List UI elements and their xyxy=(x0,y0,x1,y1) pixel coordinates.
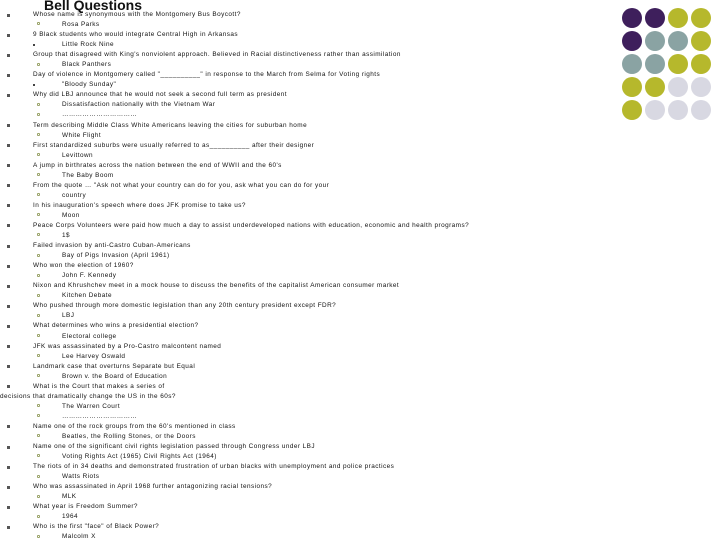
question-text: Failed invasion by anti-Castro Cuban-Americans xyxy=(33,242,191,250)
square-bullet-icon xyxy=(7,345,10,348)
decorative-circle xyxy=(668,54,688,74)
question-row xyxy=(0,90,600,100)
answer-text: Beatles, the Rolling Stones, or the Doors xyxy=(62,432,196,440)
question-text: From the quote … "Ask not what your country can do for you, ask what you can do for your xyxy=(33,181,330,189)
decorative-circle xyxy=(691,8,711,28)
answer-row xyxy=(0,432,600,442)
square-bullet-icon xyxy=(7,14,10,17)
answer-text: 1964 xyxy=(62,513,79,521)
question-text: Landmark case that overturns Separate but Equal xyxy=(33,362,196,370)
answer-row xyxy=(0,352,600,362)
answer-text: Electoral college xyxy=(62,332,117,340)
answer-row xyxy=(0,372,600,382)
hollow-square-bullet-icon xyxy=(37,274,40,277)
answer-text: Watts Riots xyxy=(62,473,100,481)
hollow-square-bullet-icon xyxy=(37,374,40,377)
answer-text: LBJ xyxy=(62,312,75,320)
square-bullet-icon xyxy=(7,94,10,97)
square-bullet-icon xyxy=(7,164,10,167)
hollow-square-bullet-icon xyxy=(37,495,40,498)
question-row xyxy=(0,70,600,80)
question-row xyxy=(0,50,600,60)
decorative-circle xyxy=(622,77,642,97)
hollow-square-bullet-icon xyxy=(37,314,40,317)
hollow-square-bullet-icon xyxy=(37,213,40,216)
question-text: Name one of the significant civil rights legislation passed through Congress under LBJ xyxy=(33,443,316,451)
square-bullet-icon xyxy=(7,425,10,428)
answer-row xyxy=(0,211,600,221)
answer-row xyxy=(0,171,600,181)
question-row xyxy=(0,362,600,372)
decorative-circle xyxy=(668,77,688,97)
square-bullet-icon xyxy=(7,184,10,187)
hollow-square-bullet-icon xyxy=(37,354,40,357)
question-text: Nixon and Khrushchev meet in a mock house to discuss the benefits of the capitalist American consumer market xyxy=(33,282,400,290)
question-text: A jump in birthrates across the nation between the end of WWII and the 60's xyxy=(33,161,282,169)
answer-text: Kitchen Debate xyxy=(62,292,112,300)
answer-row xyxy=(0,402,600,412)
answer-text: Brown v. the Board of Education xyxy=(62,372,168,380)
square-bullet-icon xyxy=(7,245,10,248)
question-row xyxy=(0,462,600,472)
hollow-square-bullet-icon xyxy=(37,515,40,518)
answer-text: Moon xyxy=(62,211,80,219)
question-text: JFK was assassinated by a Pro-Castro malcontent named xyxy=(33,342,222,350)
square-bullet-icon xyxy=(7,34,10,37)
hollow-square-bullet-icon xyxy=(37,133,40,136)
question-text: Who pushed through more domestic legislation than any 20th century president except FDR? xyxy=(33,302,337,310)
answer-row xyxy=(0,251,600,261)
question-row xyxy=(0,221,600,231)
decorative-circle xyxy=(622,100,642,120)
answer-row xyxy=(0,60,600,70)
decorative-circle xyxy=(645,31,665,51)
question-row xyxy=(0,392,600,402)
question-row xyxy=(0,502,600,512)
square-bullet-icon xyxy=(7,365,10,368)
hollow-square-bullet-icon xyxy=(37,334,40,337)
square-bullet-icon xyxy=(7,466,10,469)
answer-row xyxy=(0,100,600,110)
answer-text: Dissatisfaction nationally with the Vietnam War xyxy=(62,101,216,109)
square-bullet-icon xyxy=(7,124,10,127)
decorative-circle xyxy=(645,54,665,74)
hollow-square-bullet-icon xyxy=(37,193,40,196)
answer-row xyxy=(0,412,600,422)
answer-row xyxy=(0,271,600,281)
answer-text: …………………………… xyxy=(62,111,138,119)
question-text: decisions that dramatically change the US in the 60s? xyxy=(0,392,176,400)
question-row xyxy=(0,442,600,452)
question-text: Term describing Middle Class White Americans leaving the cities for suburban home xyxy=(33,121,308,129)
decorative-circle xyxy=(622,31,642,51)
question-text: 9 Black students who would integrate Central High in Arkansas xyxy=(33,31,239,39)
square-bullet-icon xyxy=(7,325,10,328)
question-row xyxy=(0,382,600,392)
answer-row xyxy=(0,291,600,301)
decorative-circle xyxy=(691,77,711,97)
question-text: What determines who wins a presidential election? xyxy=(33,322,199,330)
hollow-square-bullet-icon xyxy=(37,414,40,417)
decorative-circle xyxy=(645,77,665,97)
square-bullet-icon xyxy=(7,265,10,268)
answer-row xyxy=(0,332,600,342)
hollow-square-bullet-icon xyxy=(37,254,40,257)
square-bullet-icon xyxy=(7,486,10,489)
answer-row xyxy=(0,131,600,141)
answer-row xyxy=(0,151,600,161)
decorative-circle xyxy=(691,54,711,74)
answer-text: Malcolm X xyxy=(62,533,96,541)
hollow-square-bullet-icon xyxy=(37,434,40,437)
question-row xyxy=(0,181,600,191)
question-text: Why did LBJ announce that he would not seek a second full term as president xyxy=(33,91,288,99)
question-text: Group that disagreed with King's nonviolent approach. Believed in Racial distinctiveness rather than assimilation xyxy=(33,51,401,59)
square-bullet-icon xyxy=(7,224,10,227)
decorative-circle xyxy=(668,100,688,120)
question-row xyxy=(0,241,600,251)
hollow-square-bullet-icon xyxy=(37,173,40,176)
hollow-square-bullet-icon xyxy=(37,113,40,116)
answer-text: country xyxy=(62,191,87,199)
small-square-bullet-icon xyxy=(33,44,35,46)
decorative-dot-grid xyxy=(622,8,711,120)
question-row xyxy=(0,10,600,20)
small-square-bullet-icon xyxy=(33,84,35,86)
decorative-circle xyxy=(645,8,665,28)
square-bullet-icon xyxy=(7,526,10,529)
answer-text: Lee Harvey Oswald xyxy=(62,352,126,360)
answer-row xyxy=(0,20,600,30)
question-row xyxy=(0,161,600,171)
answer-text: Little Rock Nine xyxy=(62,41,114,49)
hollow-square-bullet-icon xyxy=(37,454,40,457)
question-text: Whose name is synonymous with the Montgomery Bus Boycott? xyxy=(33,11,241,18)
hollow-square-bullet-icon xyxy=(37,63,40,66)
question-row xyxy=(0,522,600,532)
decorative-circle xyxy=(691,31,711,51)
hollow-square-bullet-icon xyxy=(37,294,40,297)
square-bullet-icon xyxy=(7,285,10,288)
answer-text: Levittown xyxy=(62,151,94,159)
question-text: Day of violence in Montgomery called "__________" in response to the March from Selma for Voting rights xyxy=(33,71,381,79)
question-row xyxy=(0,261,600,271)
answer-text: The Baby Boom xyxy=(62,171,114,179)
answer-row xyxy=(0,231,600,241)
decorative-circle xyxy=(691,100,711,120)
answer-text: White Flight xyxy=(62,131,102,139)
question-text: What year is Freedom Summer? xyxy=(33,503,138,511)
hollow-square-bullet-icon xyxy=(37,404,40,407)
question-row xyxy=(0,482,600,492)
answer-text: John F. Kennedy xyxy=(62,272,117,280)
question-text: Peace Corps Volunteers were paid how much a day to assist underdeveloped nations with education, economic and health programs? xyxy=(33,221,470,229)
question-row xyxy=(0,321,600,331)
answer-row xyxy=(0,80,600,90)
question-text: Name one of the rock groups from the 60's mentioned in class xyxy=(33,422,236,430)
hollow-square-bullet-icon xyxy=(37,153,40,156)
square-bullet-icon xyxy=(7,385,10,388)
answer-text: Black Panthers xyxy=(62,61,112,69)
page-title: Bell Questions xyxy=(44,0,143,13)
answer-text: 1$ xyxy=(62,232,71,240)
question-text: First standardized suburbs were usually referred to as__________ after their designer xyxy=(33,141,315,149)
bell-questions-list xyxy=(0,10,600,542)
question-row xyxy=(0,30,600,40)
answer-row xyxy=(0,472,600,482)
hollow-square-bullet-icon xyxy=(37,535,40,538)
question-text: Who is the first "face" of Black Power? xyxy=(33,523,160,531)
square-bullet-icon xyxy=(7,144,10,147)
answer-row xyxy=(0,40,600,50)
question-text: The riots of in 34 deaths and demonstrated frustration of urban blacks with unemployment and police practices xyxy=(33,463,395,471)
question-text: Who won the election of 1960? xyxy=(33,262,134,270)
decorative-circle xyxy=(622,54,642,74)
square-bullet-icon xyxy=(7,506,10,509)
hollow-square-bullet-icon xyxy=(37,475,40,478)
answer-text: Bay of Pigs Invasion (April 1961) xyxy=(62,252,170,260)
decorative-circle xyxy=(668,31,688,51)
question-row xyxy=(0,342,600,352)
answer-text: Rosa Parks xyxy=(62,21,100,29)
hollow-square-bullet-icon xyxy=(37,233,40,236)
square-bullet-icon xyxy=(7,74,10,77)
answer-row xyxy=(0,492,600,502)
question-text: What is the Court that makes a series of xyxy=(33,382,165,390)
answer-text: MLK xyxy=(62,493,77,501)
hollow-square-bullet-icon xyxy=(37,22,40,25)
answer-row xyxy=(0,110,600,120)
question-row xyxy=(0,121,600,131)
answer-row xyxy=(0,532,600,542)
question-row xyxy=(0,141,600,151)
decorative-circle xyxy=(622,8,642,28)
hollow-square-bullet-icon xyxy=(37,103,40,106)
question-text: In his inauguration's speech where does JFK promise to take us? xyxy=(33,201,246,209)
question-row xyxy=(0,201,600,211)
answer-text: The Warren Court xyxy=(62,402,121,410)
question-text: Who was assassinated in April 1968 further antagonizing racial tensions? xyxy=(33,483,273,491)
answer-row xyxy=(0,311,600,321)
square-bullet-icon xyxy=(7,305,10,308)
answer-row xyxy=(0,191,600,201)
answer-text: "Bloody Sunday" xyxy=(62,81,117,89)
square-bullet-icon xyxy=(7,54,10,57)
question-row xyxy=(0,422,600,432)
answer-text: Voting Rights Act (1965) Civil Rights Act (1964) xyxy=(62,453,217,461)
question-row xyxy=(0,281,600,291)
question-row xyxy=(0,301,600,311)
answer-row xyxy=(0,512,600,522)
square-bullet-icon xyxy=(7,446,10,449)
answer-row xyxy=(0,452,600,462)
answer-text: …………………………… xyxy=(62,412,138,420)
decorative-circle xyxy=(668,8,688,28)
decorative-circle xyxy=(645,100,665,120)
square-bullet-icon xyxy=(7,204,10,207)
